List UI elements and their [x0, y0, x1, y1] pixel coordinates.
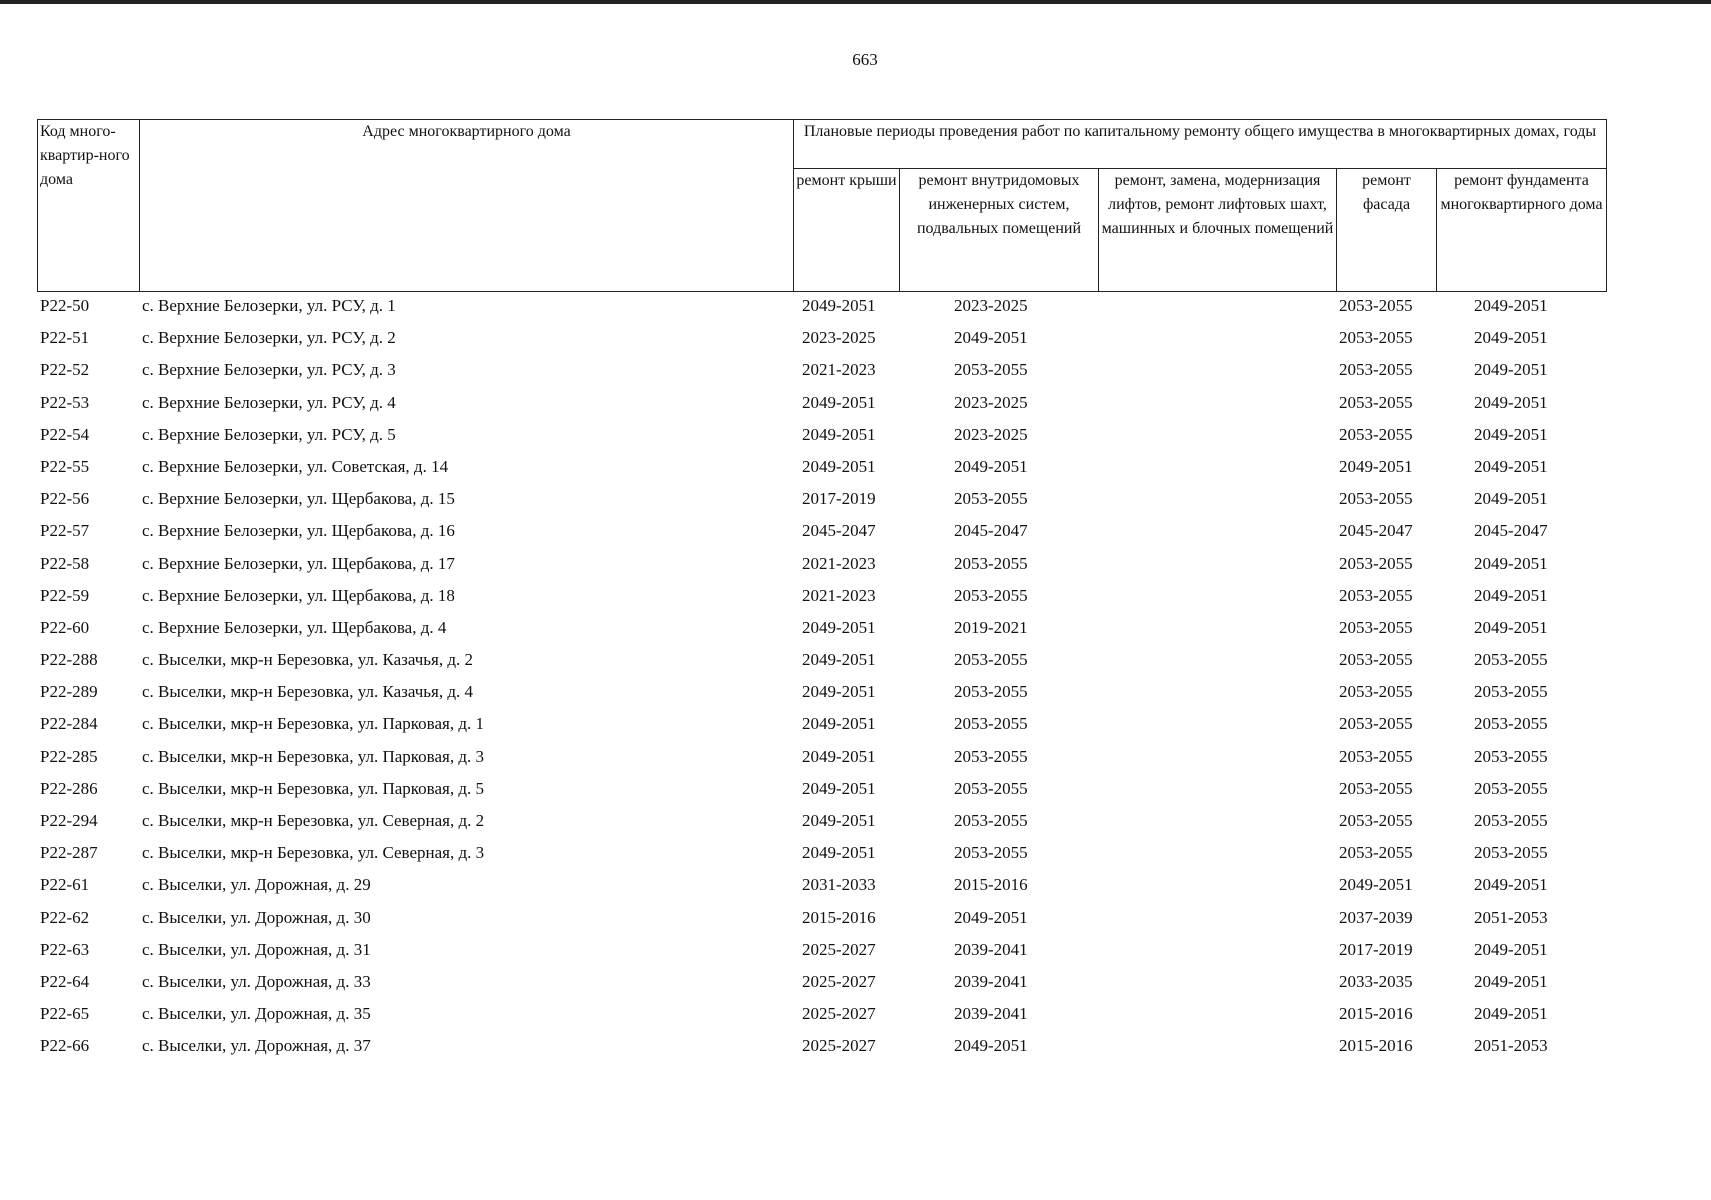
cell-address: с. Выселки, ул. Дорожная, д. 30	[142, 907, 371, 927]
header-lifts: ремонт, замена, модернизация лифтов, ремонт лифтовых шахт, машинных и блочных помещений	[1099, 169, 1337, 292]
cell-address: с. Верхние Белозерки, ул. РСУ, д. 4	[142, 392, 396, 412]
cell-address: с. Выселки, ул. Дорожная, д. 29	[142, 875, 371, 895]
cell-address: с. Выселки, мкр-н Березовка, ул. Северная, д. 3	[142, 843, 485, 863]
cell-roof: 2021-2023	[802, 585, 876, 605]
cell-foundation: 2049-2051	[1474, 456, 1548, 476]
cell-systems: 2039-2041	[954, 971, 1028, 991]
cell-facade: 2049-2051	[1339, 456, 1413, 476]
cell-code: P22-55	[40, 456, 90, 476]
cell-code: P22-50	[40, 296, 90, 315]
cell-facade: 2053-2055	[1339, 714, 1413, 734]
cell-foundation: 2049-2051	[1474, 617, 1548, 637]
cell-systems: 2053-2055	[954, 746, 1028, 766]
cell-roof: 2025-2027	[802, 1004, 876, 1024]
cell-facade: 2053-2055	[1339, 424, 1413, 444]
cell-code: P22-61	[40, 875, 90, 895]
top-rule	[0, 0, 1711, 4]
cell-code: P22-64	[40, 971, 90, 991]
cell-systems: 2023-2025	[954, 392, 1028, 412]
table-header	[37, 119, 1607, 292]
cell-address: с. Выселки, мкр-н Березовка, ул. Парковая, д. 1	[142, 714, 484, 734]
cell-facade: 2015-2016	[1339, 1004, 1413, 1024]
cell-foundation: 2049-2051	[1474, 296, 1548, 315]
cell-facade: 2033-2035	[1339, 971, 1413, 991]
header-address: Адрес многоквартирного дома	[140, 120, 794, 292]
cell-address: с. Верхние Белозерки, ул. Щербакова, д. 15	[142, 489, 455, 509]
cell-address: с. Выселки, ул. Дорожная, д. 37	[142, 1036, 371, 1056]
cell-code: P22-58	[40, 553, 90, 573]
cell-facade: 2017-2019	[1339, 939, 1413, 959]
cell-roof: 2049-2051	[802, 650, 876, 670]
cell-roof: 2049-2051	[802, 746, 876, 766]
cell-foundation: 2049-2051	[1474, 328, 1548, 348]
cell-systems: 2053-2055	[954, 585, 1028, 605]
cell-code: P22-56	[40, 489, 90, 509]
cell-facade: 2053-2055	[1339, 296, 1413, 315]
cell-facade: 2053-2055	[1339, 360, 1413, 380]
cell-address: с. Выселки, мкр-н Березовка, ул. Парковая, д. 3	[142, 746, 484, 766]
cell-foundation: 2049-2051	[1474, 424, 1548, 444]
cell-foundation: 2049-2051	[1474, 971, 1548, 991]
cell-facade: 2037-2039	[1339, 907, 1413, 927]
cell-roof: 2025-2027	[802, 971, 876, 991]
header-plan-title: Плановые периоды проведения работ по капитальному ремонту общего имущества в многоквартирных домах, годы	[794, 120, 1607, 169]
cell-address: с. Верхние Белозерки, ул. РСУ, д. 1	[142, 296, 396, 315]
cell-facade: 2053-2055	[1339, 392, 1413, 412]
cell-code: P22-288	[40, 650, 98, 670]
cell-code: P22-57	[40, 521, 90, 541]
cell-address: с. Верхние Белозерки, ул. Щербакова, д. 18	[142, 585, 455, 605]
cell-systems: 2039-2041	[954, 939, 1028, 959]
cell-address: с. Выселки, ул. Дорожная, д. 33	[142, 971, 371, 991]
cell-systems: 2023-2025	[954, 424, 1028, 444]
cell-foundation: 2053-2055	[1474, 811, 1548, 830]
cell-facade: 2053-2055	[1339, 585, 1413, 605]
cell-foundation: 2049-2051	[1474, 1004, 1548, 1024]
cell-facade: 2053-2055	[1339, 489, 1413, 509]
cell-roof: 2049-2051	[802, 456, 876, 476]
cell-systems: 2045-2047	[954, 521, 1028, 541]
cell-foundation: 2053-2055	[1474, 714, 1548, 734]
cell-code: P22-285	[40, 746, 98, 766]
cell-roof: 2049-2051	[802, 392, 876, 412]
cell-roof: 2025-2027	[802, 1036, 876, 1056]
cell-roof: 2049-2051	[802, 424, 876, 444]
page-number: 663	[852, 50, 878, 69]
cell-code: P22-65	[40, 1004, 90, 1024]
cell-facade: 2053-2055	[1339, 843, 1413, 863]
cell-foundation: 2053-2055	[1474, 843, 1548, 863]
cell-roof: 2049-2051	[802, 296, 876, 315]
cell-facade: 2053-2055	[1339, 746, 1413, 766]
cell-roof: 2049-2051	[802, 617, 876, 637]
header-foundation: ремонт фундамента многоквартирного дома	[1437, 169, 1607, 292]
cell-code: P22-284	[40, 714, 98, 734]
cell-roof: 2049-2051	[802, 811, 876, 830]
cell-address: с. Выселки, ул. Дорожная, д. 35	[142, 1004, 371, 1024]
cell-foundation: 2051-2053	[1474, 907, 1548, 927]
cell-roof: 2025-2027	[802, 939, 876, 959]
cell-foundation: 2053-2055	[1474, 778, 1548, 798]
header-systems: ремонт внутридомовых инженерных систем, подвальных помещений	[900, 169, 1099, 292]
cell-systems: 2049-2051	[954, 1036, 1028, 1056]
cell-systems: 2053-2055	[954, 843, 1028, 863]
cell-foundation: 2053-2055	[1474, 746, 1548, 766]
cell-roof: 2049-2051	[802, 843, 876, 863]
cell-code: P22-60	[40, 617, 90, 637]
cell-roof: 2017-2019	[802, 489, 876, 509]
cell-foundation: 2049-2051	[1474, 585, 1548, 605]
cell-systems: 2053-2055	[954, 650, 1028, 670]
cell-foundation: 2049-2051	[1474, 360, 1548, 380]
cell-code: P22-52	[40, 360, 90, 380]
cell-systems: 2053-2055	[954, 360, 1028, 380]
cell-address: с. Верхние Белозерки, ул. РСУ, д. 2	[142, 328, 396, 348]
cell-code: P22-53	[40, 392, 90, 412]
cell-code: P22-66	[40, 1036, 90, 1056]
cell-facade: 2053-2055	[1339, 650, 1413, 670]
cell-facade: 2053-2055	[1339, 617, 1413, 637]
cell-address: с. Верхние Белозерки, ул. Советская, д. 14	[142, 456, 449, 476]
cell-systems: 2053-2055	[954, 553, 1028, 573]
cell-address: с. Верхние Белозерки, ул. РСУ, д. 5	[142, 424, 396, 444]
cell-roof: 2015-2016	[802, 907, 876, 927]
cell-address: с. Выселки, мкр-н Березовка, ул. Казачья, д. 2	[142, 650, 473, 670]
cell-code: P22-62	[40, 907, 90, 927]
cell-code: P22-59	[40, 585, 90, 605]
cell-address: с. Выселки, мкр-н Березовка, ул. Парковая, д. 5	[142, 778, 484, 798]
cell-code: P22-63	[40, 939, 90, 959]
cell-facade: 2015-2016	[1339, 1036, 1413, 1056]
cell-code: P22-51	[40, 328, 90, 348]
cell-roof: 2023-2025	[802, 328, 876, 348]
cell-foundation: 2049-2051	[1474, 392, 1548, 412]
header-code: Код много-квартир-ного дома	[38, 120, 140, 292]
cell-systems: 2039-2041	[954, 1004, 1028, 1024]
cell-roof: 2049-2051	[802, 778, 876, 798]
cell-foundation: 2051-2053	[1474, 1036, 1548, 1056]
cell-foundation: 2049-2051	[1474, 489, 1548, 509]
cell-systems: 2053-2055	[954, 682, 1028, 702]
cell-foundation: 2053-2055	[1474, 682, 1548, 702]
cell-facade: 2053-2055	[1339, 328, 1413, 348]
cell-address: с. Выселки, ул. Дорожная, д. 31	[142, 939, 371, 959]
cell-systems: 2053-2055	[954, 489, 1028, 509]
cell-facade: 2049-2051	[1339, 875, 1413, 895]
cell-foundation: 2049-2051	[1474, 939, 1548, 959]
cell-code: P22-286	[40, 778, 98, 798]
cell-code: P22-54	[40, 424, 90, 444]
cell-systems: 2053-2055	[954, 714, 1028, 734]
cell-address: с. Выселки, мкр-н Березовка, ул. Казачья, д. 4	[142, 682, 473, 702]
cell-systems: 2049-2051	[954, 456, 1028, 476]
cell-roof: 2031-2033	[802, 875, 876, 895]
cell-systems: 2049-2051	[954, 907, 1028, 927]
cell-systems: 2053-2055	[954, 811, 1028, 830]
header-facade: ремонт фасада	[1337, 169, 1437, 292]
cell-systems: 2015-2016	[954, 875, 1028, 895]
cell-systems: 2053-2055	[954, 778, 1028, 798]
cell-code: P22-294	[40, 811, 98, 830]
cell-facade: 2053-2055	[1339, 778, 1413, 798]
cell-address: с. Верхние Белозерки, ул. Щербакова, д. 17	[142, 553, 455, 573]
cell-facade: 2053-2055	[1339, 682, 1413, 702]
cell-roof: 2045-2047	[802, 521, 876, 541]
cell-address: с. Верхние Белозерки, ул. Щербакова, д. 16	[142, 521, 455, 541]
cell-facade: 2045-2047	[1339, 521, 1413, 541]
cell-facade: 2053-2055	[1339, 811, 1413, 830]
cell-code: P22-287	[40, 843, 98, 863]
header-roof: ремонт крыши	[794, 169, 900, 292]
cell-systems: 2019-2021	[954, 617, 1028, 637]
cell-facade: 2053-2055	[1339, 553, 1413, 573]
cell-address: с. Верхние Белозерки, ул. РСУ, д. 3	[142, 360, 396, 380]
cell-foundation: 2049-2051	[1474, 553, 1548, 573]
cell-foundation: 2049-2051	[1474, 875, 1548, 895]
cell-roof: 2049-2051	[802, 714, 876, 734]
cell-address: с. Верхние Белозерки, ул. Щербакова, д. 4	[142, 617, 447, 637]
cell-foundation: 2053-2055	[1474, 650, 1548, 670]
cell-code: P22-289	[40, 682, 98, 702]
cell-roof: 2021-2023	[802, 553, 876, 573]
cell-foundation: 2045-2047	[1474, 521, 1548, 541]
cell-roof: 2049-2051	[802, 682, 876, 702]
cell-roof: 2021-2023	[802, 360, 876, 380]
cell-address: с. Выселки, мкр-н Березовка, ул. Северная, д. 2	[142, 811, 485, 830]
cell-systems: 2023-2025	[954, 296, 1028, 315]
cell-systems: 2049-2051	[954, 328, 1028, 348]
